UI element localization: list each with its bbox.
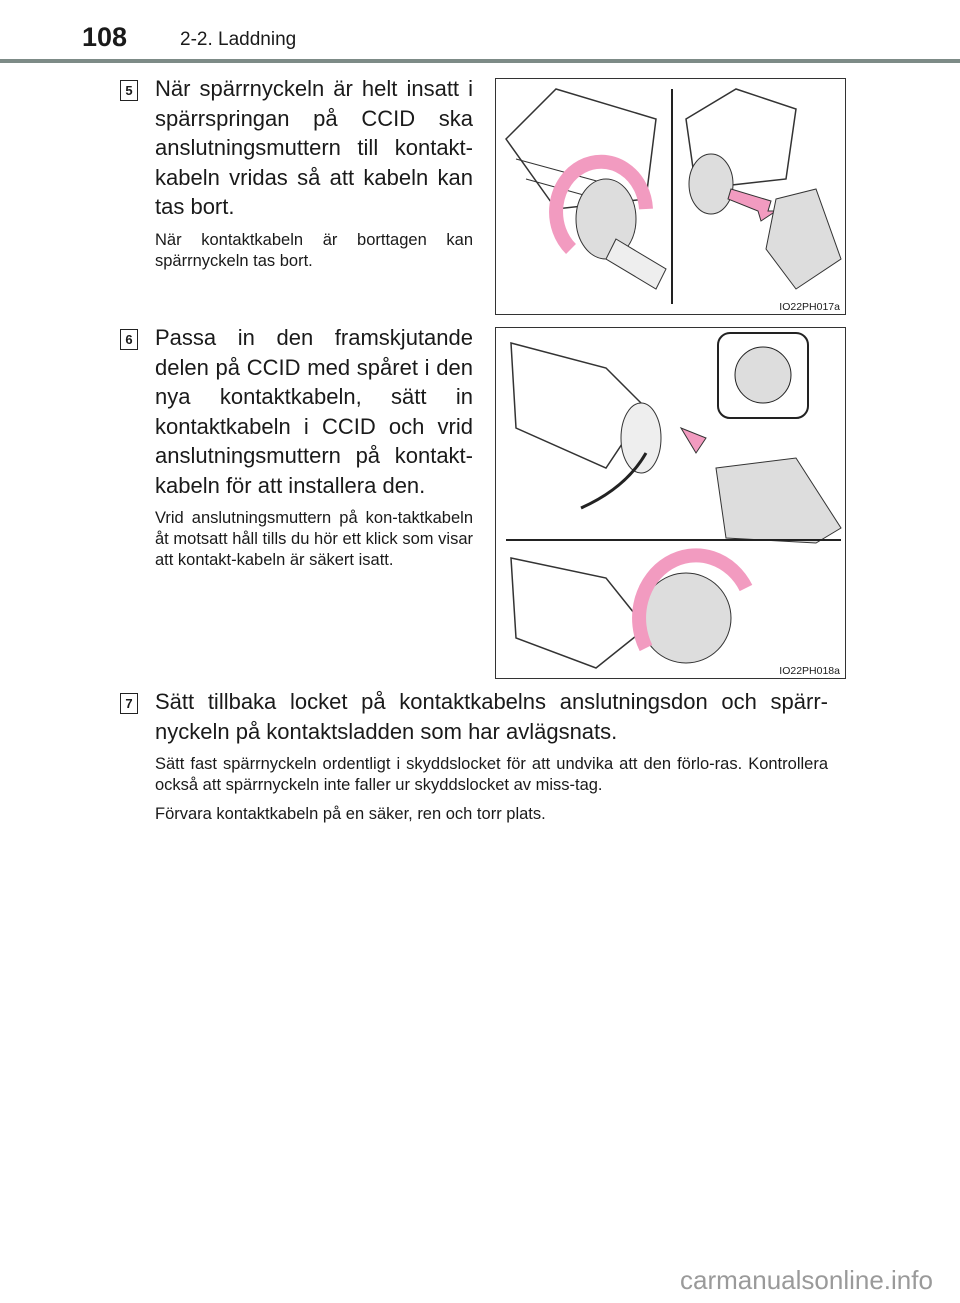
step-number-6: 6 bbox=[120, 329, 138, 350]
step-7 bbox=[120, 691, 846, 825]
step-6-note: Vrid anslutningsmuttern på kon-taktkabeln åt motsatt håll tills du hör ett klick som visar att kontakt-kabeln är säkert isatt. bbox=[155, 509, 473, 569]
figure-remove-cable bbox=[495, 78, 846, 315]
illustration-cable-install bbox=[496, 328, 845, 678]
page-number: 108 bbox=[82, 22, 128, 52]
page-content bbox=[120, 78, 846, 837]
step-5-body bbox=[155, 78, 473, 272]
step-5-text: När spärrnyckeln är helt insatt i spärrspringan på CCID ska anslutningsmuttern till kontakt-kabeln vridas så att kabeln kan tas bort. bbox=[155, 76, 473, 219]
step-5 bbox=[120, 78, 846, 315]
step-number-5: 5 bbox=[120, 80, 138, 101]
figure-id: IO22PH018a bbox=[779, 665, 840, 677]
illustration-cable-removal bbox=[496, 79, 845, 314]
step-7-text: Sätt tillbaka locket på kontaktkabelns anslutningsdon och spärr-nyckeln på kontaktsladden som har avlägsnats. bbox=[155, 689, 828, 744]
step-7-note-1: Sätt fast spärrnyckeln ordentligt i skyddslocket för att undvika att den förlo-ras. Kontrollera också att spärrnyckeln inte faller ur skyddslocket av miss-tag. bbox=[155, 755, 828, 794]
watermark: carmanualsonline.info bbox=[680, 1265, 933, 1295]
step-number-7: 7 bbox=[120, 693, 138, 714]
chapter-title: 2-2. Laddning bbox=[180, 29, 297, 50]
figure-id: IO22PH017a bbox=[779, 301, 840, 313]
step-5-note: När kontaktkabeln är borttagen kan spärrnyckeln tas bort. bbox=[155, 230, 473, 270]
figure-install-cable bbox=[495, 327, 846, 679]
step-7-note-2: Förvara kontaktkabeln på en säker, ren och torr plats. bbox=[155, 805, 546, 823]
step-6-text: Passa in den framskjutande delen på CCID med spåret i den nya kontaktkabeln, sätt in kontaktkabeln i CCID och vrid anslutningsmuttern på kontakt-kabeln för att installera den. bbox=[155, 325, 473, 498]
header-rule bbox=[0, 59, 960, 63]
step-6 bbox=[120, 327, 846, 679]
step-6-body bbox=[155, 327, 473, 571]
step-7-body bbox=[155, 691, 828, 825]
